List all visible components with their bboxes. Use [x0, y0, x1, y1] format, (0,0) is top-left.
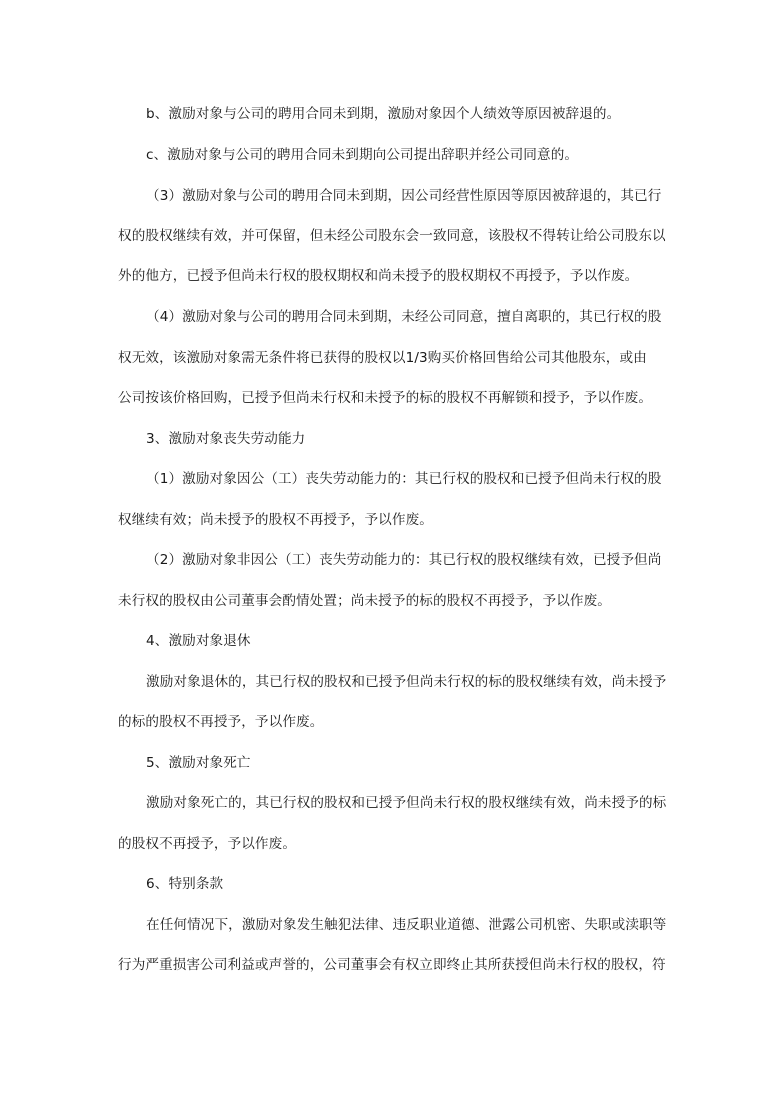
section-heading: 5、激励对象死亡 [146, 755, 251, 771]
paragraph-line: 的标的股权不再授予，予以作废。 [118, 714, 324, 730]
paragraph-line: （1）激励对象因公（工）丧失劳动能力的：其已行权的股权和已授予但尚未行权的股 [146, 471, 662, 487]
paragraph-line: 外的他方，已授予但尚未行权的股权期权和尚未授予的股权期权不再授予，予以作废。 [118, 268, 639, 284]
paragraph-line: b、激励对象与公司的聘用合同未到期，激励对象因个人绩效等原因被辞退的。 [146, 106, 621, 122]
paragraph-line: 未行权的股权由公司董事会酌情处置；尚未授予的标的股权不再授予，予以作废。 [118, 593, 611, 609]
paragraph-line: 权的股权继续有效，并可保留，但未经公司股东会一致同意，该股权不得转让给公司股东以 [118, 228, 666, 244]
paragraph-line: （2）激励对象非因公（工）丧失劳动能力的：其已行权的股权继续有效，已授予但尚 [146, 552, 662, 568]
section-heading: 6、特别条款 [146, 876, 224, 892]
paragraph-line: （3）激励对象与公司的聘用合同未到期，因公司经营性原因等原因被辞退的，其已行 [146, 188, 662, 204]
paragraph-line: 行为严重损害公司利益或声誉的，公司董事会有权立即终止其所获授但尚未行权的股权，符 [118, 957, 666, 973]
paragraph-line: c、激励对象与公司的聘用合同未到期向公司提出辞职并经公司同意的。 [146, 147, 579, 163]
paragraph-line: 在任何情况下，激励对象发生触犯法律、违反职业道德、泄露公司机密、失职或渎职等 [146, 917, 667, 933]
section-heading: 3、激励对象丧失劳动能力 [146, 431, 306, 447]
paragraph-line: 权继续有效；尚未授予的股权不再授予，予以作废。 [118, 512, 433, 528]
paragraph-line: （4）激励对象与公司的聘用合同未到期，未经公司同意，擅自离职的，其已行权的股 [146, 309, 662, 325]
section-heading: 4、激励对象退休 [146, 633, 251, 649]
paragraph-line: 激励对象退休的，其已行权的股权和已授予但尚未行权的标的股权继续有效，尚未授予 [146, 674, 667, 690]
paragraph-line: 公司按该价格回购，已授予但尚未行权和未授予的标的股权不再解锁和授予，予以作废。 [118, 390, 653, 406]
paragraph-line: 的股权不再授予，予以作废。 [118, 836, 297, 852]
paragraph-line: 权无效，该激励对象需无条件将已获得的股权以1/3购买价格回售给公司其他股东，或由 [118, 350, 647, 366]
paragraph-line: 激励对象死亡的，其已行权的股权和已授予但尚未行权的股权继续有效，尚未授予的标 [146, 795, 667, 811]
